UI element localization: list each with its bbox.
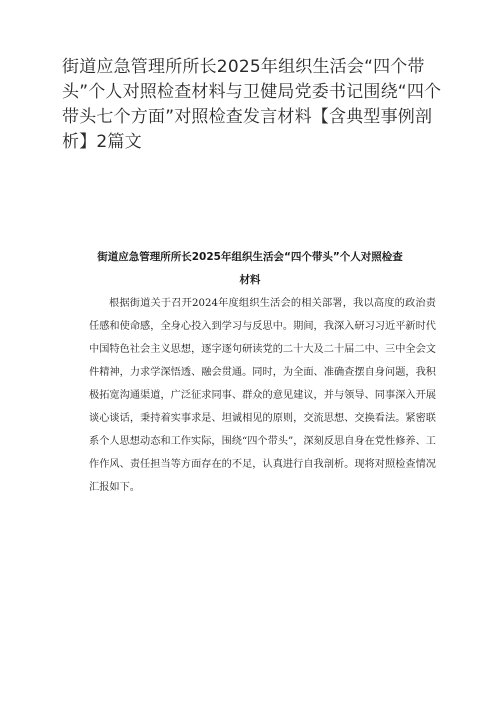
article-title: 街道应急管理所所长2025年组织生活会“四个带头”个人对照检查材料: [97, 251, 403, 286]
body-paragraph: 根据街道关于召开2024年度组织生活会的相关部署，我以高度的政治责任感和使命感，全身心投入到学习与反思中。期间，我深入研习习近平新时代中国特色社会主义思想，逐字逐句研读党的二十大及二十届二中、三中全会文件精神，力求学深悟透、融会贯通。同时，为全面、准确查摆自身问题，我积极拓宽沟通渠道，广泛征求同事、群众的意见建议，并与领导、同事深入开展谈心谈话，秉持着实事求是、坦诚相见的原则，交流思想、交换看法。紧密联系个人思想动态和工作实际，围绕“四个带头”，深刻反思自身在党性修养、工作作风、责任担当等方面存在的不足，认真进行自我剖析。现将对照检查情况汇报如下。: [89, 298, 436, 493]
document-title: 街道应急管理所所长2025年组织生活会“四个带头”个人对照检查材料与卫健局党委书记围绕“四个带头七个方面”对照检查发言材料【含典型事例剖析】2篇文: [62, 57, 442, 152]
